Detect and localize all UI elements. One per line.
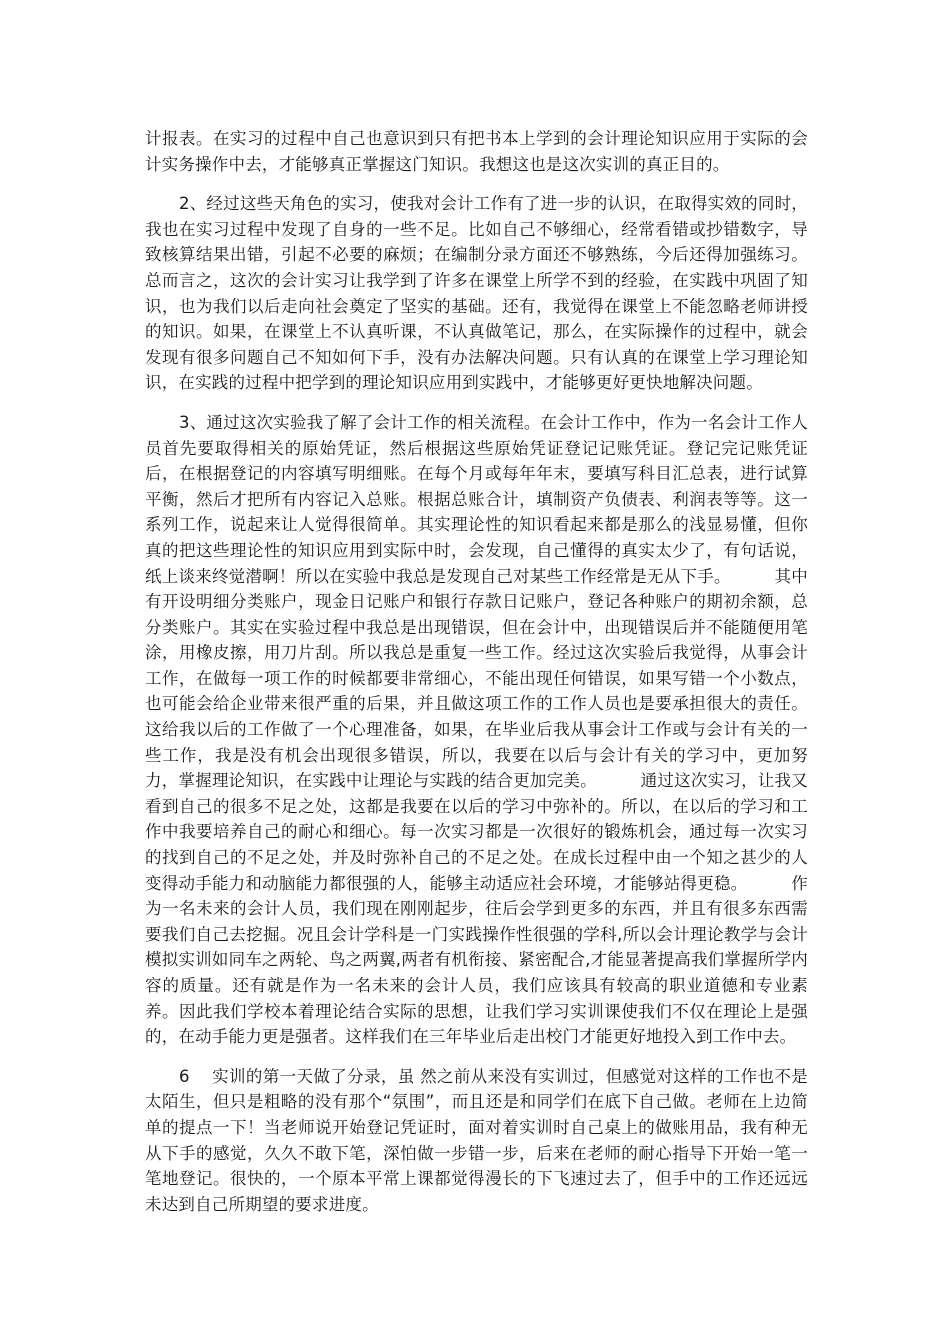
paragraph-2: 2、经过这些天角色的实习，使我对会计工作有了进一步的认识，在取得实效的同时，我也在实习过程中发现了自身的一些不足。比如自己不够细心，经常看错或抄错数字，导致核算结果出错，引起不必要的麻烦；在编制分录方面还不够熟练，今后还得加强练习。总而言之，这次的会计实习让我学到了许多在课堂上所学不到的经验，在实践中巩固了知识，也为我们以后走向社会奠定了坚实的基础。还有，我觉得在课堂上不能忽略老师讲授的知识。如果，在课堂上不认真听课，不认真做笔记，那么，在实际操作的过程中，就会发现有很多问题自己不知如何下手，没有办法解决问题。只有认真的在课堂上学习理论知识，在实践的过程中把学到的理论知识应用到实践中，才能够更好更快地解决问题。 — [145, 194, 808, 393]
document-page — [145, 126, 808, 1231]
paragraph-continuation: 计报表。在实习的过程中自己也意识到只有把书本上学到的会计理论知识应用于实际的会计实务操作中去，才能够真正掌握这门知识。我想这也是这次实训的真正目的。 — [145, 129, 808, 174]
paragraph-3: 3、通过这次实验我了解了会计工作的相关流程。在会计工作中，作为一名会计工作人员首先要取得相关的原始凭证，然后根据这些原始凭证登记记账凭证。登记完记账凭证后，在根据登记的内容填写明细账。在每个月或每年年末，要填写科目汇总表，进行试算平衡，然后才把所有内容记入总账。根据总账合计，填制资产负债表、利润表等等。这一系列工作，说起来让人觉得很简单。其实理论性的知识看起来都是那么的浅显易懂，但你真的把这些理论性的知识应用到实际中时，会发现，自己懂得的真实太少了，有句话说，纸上谈来终觉潜啊！所以在实验中我总是发现自己对某些工作经常是无从下手。 其中有开设明细分类账户，现金日记账户和银行存款日记账户，登记各种账户的期初余额，总分类账户。其实在实验过程中我总是出现错误，但在会计中，出现错误后并不能随便用笔涂，用橡皮擦，用刀片刮。所以我总是重复一些工作。经过这次实验后我觉得，从事会计工作，在做每一项工作的时候都要非常细心，不能出现任何错误，如果写错一个小数点，也可能会给企业带来很严重的后果，并且做这项工作的工作人员也是要承担很大的责任。这给我以后的工作做了一个心理准备，如果，在毕业后我从事会计工作或与会计有关的一些工作，我是没有机会出现很多错误，所以，我要在以后与会计有关的学习中，更加努力，掌握理论知识，在实践中让理论与实践的结合更加完美。 通过这次实习，让我又看到自己的很多不足之处，这都是我要在以后的学习中弥补的。所以，在以后的学习和工作中我要培养自己的耐心和细心。每一次实习都是一次很好的锻炼机会，通过每一次实习的找到自己的不足之处，并及时弥补自己的不足之处。在成长过程中由一个知之甚少的人变得动手能力和动脑能力都很强的人，能够主动适应社会环境，才能够站得更稳。 作为一名未来的会计人员，我们现在刚刚起步，往后会学到更多的东西，并且有很多东西需要我们自己去挖掘。况且会计学科是一门实践操作性很强的学科,所以会计理论教学与会计模拟实训如同车之两轮、鸟之两翼,两者有机衔接、紧密配合,才能显著提高我们掌握所学内容的质量。还有就是作为一名未来的会计人员，我们应该具有较高的职业道德和专业素养。因此我们学校本着理论结合实际的思想，让我们学习实训课使我们不仅在理论上是强的，在动手能力更是强者。这样我们在三年毕业后走出校门才能更好地投入到工作中去。 — [145, 412, 808, 1047]
paragraph-6: 6 实训的第一天做了分录，虽 然之前从来没有实训过，但感觉对这样的工作也不是太陌生，但只是粗略的没有那个“氛围”，而且还是和同学们在底下自己做。老师在上边简单的提点一下！当老师说开始登记凭证时，面对着实训时自己桌上的做账用品，我有种无从下手的感觉，久久不敢下笔，深怕做一步错一步，后来在老师的耐心指导下开始一笔一笔地登记。很快的，一个原本平常上课都觉得漫长的下飞速过去了，但手中的工作还远远未达到自己所期望的要求进度。 — [145, 1066, 808, 1214]
